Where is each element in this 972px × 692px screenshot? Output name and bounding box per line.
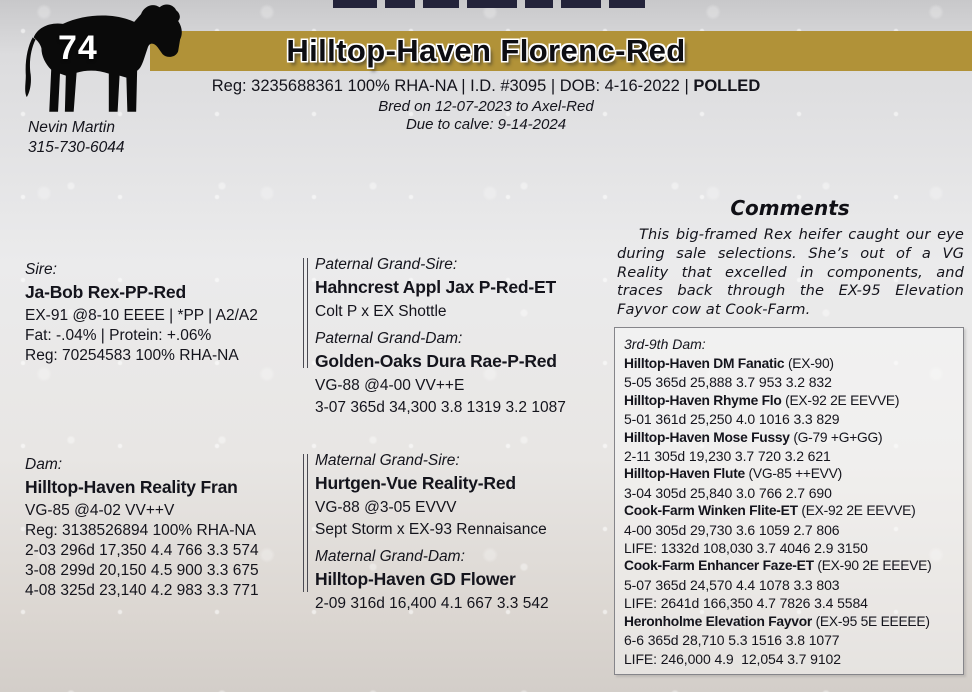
clipped-header-text bbox=[333, 0, 655, 8]
dam-entry-score: (VG-85 ++EVV) bbox=[744, 466, 842, 482]
dam-entry-record: 5-05 365d 25,888 3.7 953 3.2 832 bbox=[624, 374, 832, 391]
dam-entry-record: LIFE: 2641d 166,350 4.7 7826 3.4 5584 bbox=[624, 595, 868, 612]
sire-detail-line: Reg: 70254583 100% RHA-NA bbox=[25, 347, 239, 364]
paternal-grandparents-section bbox=[303, 256, 615, 419]
dam-record-line: 4-08 325d 23,140 4.2 983 3.3 771 bbox=[25, 582, 259, 599]
dam-entry-score: (EX-90 2E EEEVE) bbox=[813, 558, 932, 574]
dam-entry-name: Hilltop-Haven Flute (VG-85 ++EVV) bbox=[624, 466, 842, 482]
dam-entry-record: 3-04 305d 25,840 3.0 766 2.7 690 bbox=[624, 484, 832, 501]
dam-detail-line: Reg: 3138526894 100% RHA-NA bbox=[25, 522, 256, 539]
sire-section bbox=[25, 261, 305, 366]
paternal-grand-dam-label: Paternal Grand-Dam: bbox=[315, 330, 463, 347]
consignor-block bbox=[28, 118, 125, 158]
consignor-phone: 315-730-6044 bbox=[28, 139, 125, 156]
maternal-grand-dam-name: Hilltop-Haven GD Flower bbox=[315, 569, 516, 589]
dam-label: Dam: bbox=[25, 456, 63, 473]
paternal-grand-dam-detail: VG-88 @4-00 VV++E bbox=[315, 377, 465, 394]
maternal-grand-dam-label: Maternal Grand-Dam: bbox=[315, 548, 465, 565]
paternal-grand-sire-label: Paternal Grand-Sire: bbox=[315, 256, 458, 273]
maternal-grandparents-section bbox=[303, 452, 615, 615]
dam-entry-record: 4-00 305d 29,730 3.6 1059 2.7 806 bbox=[624, 521, 840, 538]
pedigree-divider-line bbox=[303, 258, 308, 368]
polled-badge: POLLED bbox=[693, 77, 761, 95]
dam-entry-name: Hilltop-Haven Rhyme Flo (EX-92 2E EEVVE) bbox=[624, 392, 900, 408]
pedigree-divider-line bbox=[303, 454, 308, 592]
sire-name: Ja-Bob Rex-PP-Red bbox=[25, 282, 186, 302]
sire-detail-line: Fat: -.04% | Protein: +.06% bbox=[25, 327, 212, 344]
maternal-grand-sire-name: Hurtgen-Vue Reality-Red bbox=[315, 473, 516, 493]
dam-entry-name: Hilltop-Haven Mose Fussy (G-79 +G+GG) bbox=[624, 429, 883, 445]
paternal-grand-dam-record: 3-07 365d 34,300 3.8 1319 3.2 1087 bbox=[315, 399, 566, 416]
dam-entry-score: (EX-95 5E EEEEE) bbox=[812, 613, 930, 629]
dam-section bbox=[25, 456, 305, 601]
consignor-name: Nevin Martin bbox=[28, 119, 115, 136]
bred-line: Bred on 12-07-2023 to Axel-Red bbox=[378, 98, 594, 115]
dam-entry-record: LIFE: 246,000 4.9 12,054 3.7 9102 bbox=[624, 650, 841, 667]
dam-entry-score: (EX-90) bbox=[784, 356, 834, 371]
dam-entry-record: 2-11 305d 19,230 3.7 720 3.2 621 bbox=[624, 448, 831, 465]
paternal-grand-sire-detail: Colt P x EX Shottle bbox=[315, 303, 447, 320]
registration-info: Reg: 3235688361 100% RHA-NA | I.D. #3095 | DOB: 4-16-2022 | bbox=[211, 77, 694, 95]
dam-entry-record: LIFE: 1332d 108,030 3.7 4046 2.9 3150 bbox=[624, 540, 868, 557]
dam-entry-name: Hilltop-Haven DM Fanatic (EX-90) bbox=[624, 356, 834, 371]
maternal-grand-dam-record: 2-09 316d 16,400 4.1 667 3.3 542 bbox=[315, 595, 549, 612]
comments-title: Comments bbox=[730, 196, 850, 220]
maternal-grand-sire-label: Maternal Grand-Sire: bbox=[315, 452, 460, 469]
dam-record-line: 3-08 299d 20,150 4.5 900 3.3 675 bbox=[25, 562, 259, 579]
due-to-calve-line: Due to calve: 9-14-2024 bbox=[405, 116, 567, 133]
paternal-grand-sire-name: Hahncrest Appl Jax P-Red-ET bbox=[315, 277, 556, 297]
dam-detail-line: VG-85 @4-02 VV++V bbox=[25, 502, 175, 519]
dam-record-line: 2-03 296d 17,350 4.4 766 3.3 574 bbox=[25, 542, 259, 559]
maternal-grand-sire-detail: VG-88 @3-05 EVVV bbox=[315, 499, 457, 516]
animal-name-title: Hilltop-Haven Florenc-Red bbox=[286, 33, 686, 68]
dam-name: Hilltop-Haven Reality Fran bbox=[25, 477, 238, 497]
comments-text: This big-framed Rex heifer caught our eye during sale selections. She’s out of a VG Reality that excelled in components, and traces back through the EX-95 Elevation Fayvor cow at Cook-Farm. bbox=[617, 226, 964, 319]
dam-entry-score: (EX-92 2E EEVVE) bbox=[781, 392, 900, 408]
maternal-grand-sire-detail: Sept Storm x EX-93 Rennaisance bbox=[315, 521, 547, 538]
dam-entry-name: Cook-Farm Winken Flite-ET (EX-92 2E EEVVE) bbox=[624, 503, 916, 519]
sire-label: Sire: bbox=[25, 261, 57, 278]
dam-entry-record: 5-01 361d 25,250 4.0 1016 3.3 829 bbox=[624, 411, 840, 428]
dam-entry-score: (EX-92 2E EEVVE) bbox=[797, 503, 916, 519]
dam-entry-name: Heronholme Elevation Fayvor (EX-95 5E EEEEE) bbox=[624, 613, 930, 629]
dam-entry-name: Cook-Farm Enhancer Faze-ET (EX-90 2E EEEVE) bbox=[624, 558, 932, 574]
dam-entry-record: 6-6 365d 28,710 5.3 1516 3.8 1077 bbox=[624, 632, 840, 649]
dam-entry-record: 5-07 365d 24,570 4.4 1078 3.3 803 bbox=[624, 576, 840, 593]
sire-detail-line: EX-91 @8-10 EEEE | *PP | A2/A2 bbox=[25, 307, 258, 324]
lot-number: 74 bbox=[58, 29, 98, 67]
extended-dam-box bbox=[614, 327, 964, 675]
dam-entry-score: (G-79 +G+GG) bbox=[789, 429, 883, 445]
bull-silhouette-icon bbox=[18, 2, 184, 118]
paternal-grand-dam-name: Golden-Oaks Dura Rae-P-Red bbox=[315, 351, 557, 371]
extended-dam-label: 3rd-9th Dam: bbox=[624, 336, 706, 352]
